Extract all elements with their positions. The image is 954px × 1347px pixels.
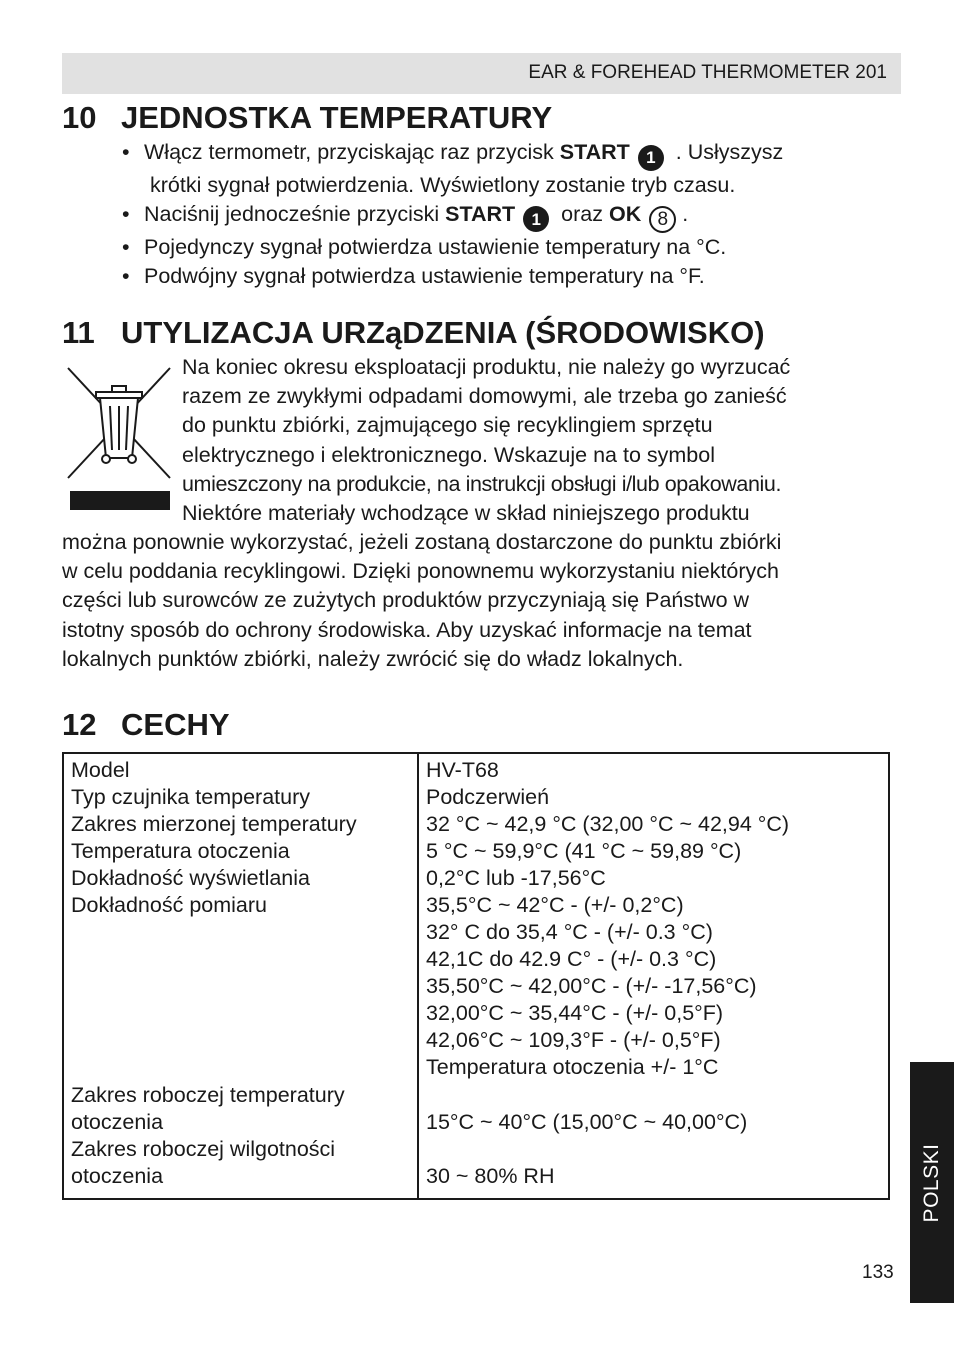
paragraph-line: do punktu zbiórki, zajmującego się recyklingiem sprzętu bbox=[182, 413, 713, 437]
spec-value: 42,1C do 42.9 C° - (+/- 0.3 °C) bbox=[426, 947, 717, 971]
ok-key-label: OK bbox=[608, 201, 642, 226]
paragraph-line: lokalnych punktów zbiórki, należy zwrócić się do władz lokalnych. bbox=[62, 647, 684, 671]
spec-value: 35,50°C ~ 42,00°C - (+/- -17,56°C) bbox=[426, 974, 757, 998]
spec-value: 0,2°C lub -17,56°C bbox=[426, 866, 606, 890]
spec-value: 15°C ~ 40°C (15,00°C ~ 40,00°C) bbox=[426, 1110, 748, 1134]
spec-label: Model bbox=[71, 758, 130, 782]
paragraph-line: umieszczony na produkcie, na instrukcji obsługi i/lub opakowaniu. bbox=[182, 472, 782, 496]
section-12-number: 12 bbox=[62, 707, 97, 742]
bullet-item: • Podwójny sygnał potwierdza ustawienie temperatury na °F. bbox=[120, 262, 900, 291]
spec-value: Temperatura otoczenia +/- 1°C bbox=[426, 1055, 719, 1079]
spec-value: 5 °C ~ 59,9°C (41 °C ~ 59,89 °C) bbox=[426, 839, 742, 863]
spec-value: 32,00°C ~ 35,44°C - (+/- 0,5°F) bbox=[426, 1001, 724, 1025]
ok-button-icon: 8 bbox=[649, 206, 676, 233]
section-12-title: CECHY bbox=[121, 707, 230, 742]
language-tab-label: POLSKI bbox=[920, 1143, 943, 1222]
spec-value: HV-T68 bbox=[426, 758, 499, 782]
table-column-divider bbox=[417, 754, 419, 1198]
spec-value: 32 °C ~ 42,9 °C (32,00 °C ~ 42,94 °C) bbox=[426, 812, 790, 836]
spec-label: Temperatura otoczenia bbox=[71, 839, 290, 863]
spec-label: Zakres mierzonej temperatury bbox=[71, 812, 357, 836]
paragraph-line: można ponownie wykorzystać, jeżeli zostaną dostarczone do punktu zbiórki bbox=[62, 530, 782, 554]
bullet-text: Naciśnij jednocześnie przyciski bbox=[144, 201, 446, 226]
section-10-bullet-list bbox=[120, 138, 900, 291]
spec-label: otoczenia bbox=[71, 1110, 164, 1134]
section-11-heading bbox=[62, 315, 765, 351]
paragraph-line: w celu poddania recyklingowi. Dzięki ponownemu wykorzystaniu niektórych bbox=[62, 559, 780, 583]
spec-label: otoczenia bbox=[71, 1164, 164, 1188]
bullet-item bbox=[120, 200, 900, 233]
bullet-text: oraz bbox=[555, 201, 609, 226]
start-key-label: START bbox=[559, 140, 630, 164]
start-button-icon: 1 bbox=[523, 206, 549, 232]
running-header bbox=[62, 53, 901, 94]
section-12-heading bbox=[62, 707, 230, 743]
spec-value: 32° C do 35,4 °C - (+/- 0.3 °C) bbox=[426, 920, 713, 944]
paragraph-line: części lub surowców ze zużytych produktów przyczyniają się Państwo w bbox=[62, 588, 750, 612]
bullet-item: • Pojedynczy sygnał potwierdza ustawienie temperatury na °C. bbox=[120, 233, 900, 262]
spec-value: 35,5°C ~ 42°C - (+/- 0,2°C) bbox=[426, 893, 684, 917]
bullet-item bbox=[120, 138, 900, 200]
spec-label: Dokładność wyświetlania bbox=[71, 866, 310, 890]
paragraph-line: elektrycznego i elektronicznego. Wskazuje na to symbol bbox=[182, 443, 715, 467]
start-key-label: START bbox=[445, 201, 516, 226]
language-tab bbox=[910, 1062, 954, 1303]
section-10-heading bbox=[62, 100, 552, 136]
header-title: EAR & FOREHEAD THERMOMETER 201 bbox=[528, 62, 887, 83]
spec-value: Podczerwień bbox=[426, 785, 550, 809]
spec-value: 42,06°C ~ 109,3°F - (+/- 0,5°F) bbox=[426, 1028, 721, 1052]
bullet-text: Włącz termometr, przyciskając raz przycisk bbox=[144, 140, 560, 164]
spec-label: Typ czujnika temperatury bbox=[71, 785, 310, 809]
section-11-number: 11 bbox=[62, 315, 95, 350]
bullet-text: . Usłyszysz bbox=[669, 140, 784, 164]
bullet-text: . bbox=[682, 201, 689, 226]
section-11-title: UTYLIZACJA URZąDZENIA (ŚRODOWISKO) bbox=[121, 315, 765, 350]
weee-crossed-bin-icon bbox=[66, 366, 172, 512]
bullet-continuation: krótki sygnał potwierdzenia. Wyświetlony zostanie tryb czasu. bbox=[150, 172, 736, 197]
spec-label: Zakres roboczej wilgotności bbox=[71, 1137, 336, 1161]
paragraph-line: Na koniec okresu eksploatacji produktu, nie należy go wyrzucać bbox=[182, 355, 791, 379]
specifications-table bbox=[62, 752, 890, 1200]
page-number: 133 bbox=[862, 1262, 894, 1283]
paragraph-line: Niektóre materiały wchodzące w skład niniejszego produktu bbox=[182, 501, 750, 525]
start-button-icon: 1 bbox=[638, 145, 664, 171]
paragraph-line: razem ze zwykłymi odpadami domowymi, ale trzeba go zanieść bbox=[182, 384, 787, 408]
section-10-title: JEDNOSTKA TEMPERATURY bbox=[121, 100, 553, 135]
section-10-number: 10 bbox=[62, 100, 97, 135]
paragraph-line: istotny sposób do ochrony środowiska. Aby uzyskać informacje na temat bbox=[62, 618, 752, 642]
spec-label: Zakres roboczej temperatury bbox=[71, 1083, 345, 1107]
spec-value: 30 ~ 80% RH bbox=[426, 1164, 555, 1188]
spec-label: Dokładność pomiaru bbox=[71, 893, 267, 917]
